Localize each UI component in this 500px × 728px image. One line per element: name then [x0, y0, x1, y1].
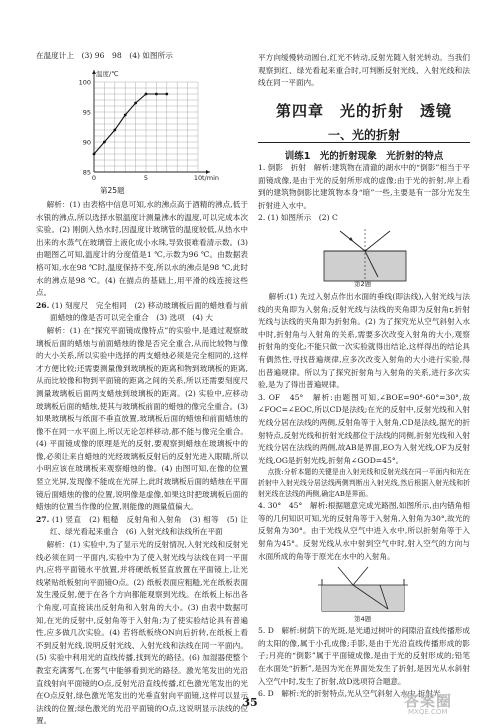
data-point — [103, 141, 106, 144]
y-axis-label: 温度/℃ — [96, 70, 119, 78]
fig2-container — [258, 225, 470, 287]
y-tick-label: 85 — [82, 168, 91, 177]
q25-header-line: 在温度计上 (3) 96 98 (4) 如图所示 — [36, 51, 173, 60]
right-column-body — [258, 162, 470, 701]
watermark-url: MXQE.COM — [408, 708, 448, 716]
figure-2-refraction-diagram — [320, 227, 410, 283]
fig2-caption: 第2题 — [354, 279, 372, 288]
data-point — [124, 114, 127, 117]
q27-answer — [36, 514, 248, 539]
q26-explanation: 解析：(1) 在“探究平面镜成像特点”的实验中,是通过观察玻璃板后面的蜡烛与前面蜡烛的像是否完全重合,从而比较物与像的大小关系,所以实验中选择的两支蜡烛必须是完全相同的,这样才方便比较;还需要测量像到玻璃板的距离和物到玻璃板的距离,从而比较像和物到平面镜的距离之间的关系,所以还需要刻度尺测量玻璃板后面两支蜡烛到玻璃板的距离。(2) 实验中,应移动玻璃板后面的蜡烛,使其与玻璃板前面的蜡烛的像完全重合。(3) 如果玻璃板与纸面不垂直放置,玻璃板后面的蜡烛和前面蜡烛的像不在同一水平面上,所以无论怎样移动,都不能与像完全重合。(4) 平面镜成像的原理是光的反射,要观察到蜡烛在玻璃板中的像,必须让来自蜡烛的光经玻璃板反射后的反射光进入眼睛,所以小明应该在玻璃板来观察蜡烛的像。(4) 由图可知,在像的位置竖立光屏,发现像不能成在光屏上,此时玻璃板后面的蜡烛在平面镜后面蜡烛的像的位置,说明像是虚像,如果这时把玻璃板后面的蜡烛的位置当作像的位置,则能像的测量值偏大。 — [36, 325, 248, 512]
data-point — [165, 93, 168, 96]
q4-answer: 4. 30° 45° 解析:根据题意完成光路图,如图所示,由内错角相等的几何知识可知,光的反射角等于入射角,入射角为30°,故光的反射角为30°。由于光线从空气中进入水中,所以折射角等于入射角为45°。反射光线从水中射到空气中时,射入空气的方向与水面所成的角等于原光在水中的入射角。 — [258, 501, 470, 561]
q26-answer-text: (1) 刻度尺 完全相同 (2) 移动玻璃板后面的蜡烛看与前面蜡烛的像是否可以完全重合 (3) 选项 (4) 大 — [50, 300, 248, 323]
data-point — [93, 153, 96, 156]
q26-number: 26. — [36, 300, 50, 310]
x-axis-label: t/min — [202, 174, 219, 182]
data-point — [113, 129, 116, 132]
x-tick-label: 0 — [91, 174, 97, 182]
x-tick-label: 5 — [143, 174, 149, 182]
q2-explanation: 解析:(1) 先过入射点作出水面的垂线(即法线),入射光线与法线的夹角即为入射角;反射光线与法线的夹角即为反射角r,折射光线与法线的夹角即为折射角。(2) 为了探究光从空气斜射入水中时,折射角与入射角的关系,需要多次改变入射角的大小,观察折射角的变化;不能只做一次实验就得出结论,这样得出的结论具有偶然性,寻找普遍规律,应多次改变入射角的大小进行实验,得出普遍规律。所以为了探究折射角与入射角的关系,进行多次实验,是为了得出普遍规律。 — [258, 291, 470, 390]
y-tick-label: 90 — [82, 138, 91, 147]
chart-caption: 第25题 — [100, 186, 125, 195]
left-column — [36, 50, 248, 63]
temperature-time-chart — [72, 62, 222, 187]
q26-answer — [36, 300, 248, 325]
data-point — [134, 102, 137, 105]
training-title: 训练1 光的折射现象 光折射的特点 — [284, 151, 444, 162]
section-title: 一、光的折射 — [327, 128, 400, 142]
y-tick-label: 100 — [78, 78, 91, 87]
y-tick-label: 95 — [82, 108, 91, 117]
q3-note: 点拨:分析本题的关键是由入射光线和反射光线在同一平面内和光在折射中入射光线分居法线两侧判断出入射光线,然后根据入射光线和折射光线在法线的两侧,确定AB是界面。 — [258, 468, 470, 499]
fig4-container — [258, 563, 470, 624]
chapter-title: 第四章 光的折射 透镜 — [275, 102, 452, 120]
data-point — [145, 93, 148, 96]
x-tick-label: 10 — [193, 174, 203, 182]
fig4-caption: 第4题 — [354, 615, 372, 624]
data-point — [155, 93, 158, 96]
left-column-body — [36, 199, 248, 728]
right-top-text — [258, 52, 470, 90]
section-divider — [258, 142, 470, 143]
q27-number: 27. — [36, 514, 50, 524]
q6-answer: 6. D 解析:光的折射特点,光从空气斜射入水中,折射光 — [258, 689, 441, 699]
figure-4-water-diagram — [308, 565, 418, 615]
watermark-logo: 答案圈 — [404, 692, 453, 710]
q5-answer: 5. D 解析:树荫下的光斑,是光通过树叶的间隙沿直线传播形成的太阳的像,属于小孔成像;手影,是由于光沿直线传播形成的影子;月亮的“倒影”属于平面镜成像,是由于光的反射形成的;铅笔在水面处“折断”,是因为光在界面处发生了折射,是因光从水斜射入空气中时,发生了折射,故D选项符合题意。 — [258, 626, 470, 686]
page-number: 35 — [242, 696, 258, 709]
q27-answer-text: (1) 竖直 (2) 粗糙 反射角和入射角 (3) 相等 (5) 让红、绿光看起来重合 (6) 入射光线和法线所在平面 — [50, 514, 248, 537]
q1-answer: 1. 倒影 折射 解析:建筑物在清澈的湖水中的“倒影”相当于平面镜成像,是由于光的反射所形成的虚像;由于光的折射,岸上看到的建筑物倒影比建筑物本身“暗”一些,主要是有一部分光发生折射进入水中。 — [258, 163, 470, 210]
q27-continued: 平方向缓慢转动圆台,红光不转动,反射光随入射光转动。当我们观察到红、绿光看起来重合时,可判断反射光线、入射光线和法线在同一平面内。 — [258, 53, 470, 88]
q27-explanation: 解析：(1) 实验中,为了显示光的反射情况,入射光线和反射光线必须在同一平面内,实验中为了使入射光线与法线在同一平面内,应将平面镜水平放置,并将硬纸板竖直放置在平面镜上,让光线紧贴纸板射向平面镜O点。(2) 纸板表面应粗糙,光在纸板表面发生漫反射,便于在各个方向都能观察到光线。在纸板上标出各个角度,可直接读出反射角和入射角的大小。(3) 由表中数据可知,在光的反射中,反射角等于入射角;为了使实验结论具有普遍性,应多做几次实验。(4) 若将纸板绕ON向后折转,在纸板上看不到反射光线,说明反射光线、入射光线和法线在同一平面内。(5) 实验中利用光的直线传播,找到光的路径。(6) 加湿器使整个教室充满雾气,在雾气中能够看到光的路径。激光笔发出的光沿直线射向平面镜的O点,反射光沿直线传播,红色激光笔发出的光在O点反射,绿色激光笔发出的光垂直射向平面镜,这样可以显示法线的位置;绿色激光的光沿平面镜的O点,这说明显示法线的位置。 — [36, 540, 248, 726]
q25-explanation: 解析：(1) 由表格中信息可知,水的沸点高于酒精的沸点,低于水银的沸点,所以选择水银温度计测量沸水的温度,可以完成本次实验。(2) 刚倒入热水时,因温度计玻璃管的温度较低,从热水中出来的水蒸气在玻璃管上液化成小水珠,导致很难看清示数。(3) 由题图乙可知,温度计的分度值是1 ℃,示数为96 ℃。由数据表格可知,水在98 ℃时,温度保持不变,所以水的沸点是98 ℃,此时水的沸点是98 ℃。(4) 在描点的基础上,用平滑的线连接这些点。 — [36, 200, 248, 298]
q3-answer: 3. OF 45° 解析:由题图可知,∠BOE=90°-60°=30°,故∠FOC=∠EOC,所以CD是法线;在光的反射中,反射光线和入射光线分居在法线的两侧,反射角等于入射角,CD是法线,据光的折射特点,反射光线和折射光线都位于法线的同侧,折射光线和入射光线分居在法线的两侧,故AB是界面,EO为入射光线,OF为反射光线,OG是折射光线,折射角∠GOD=45°。 — [258, 392, 470, 465]
q2-answer: 2. (1) 如图所示 (2) C — [258, 213, 338, 223]
